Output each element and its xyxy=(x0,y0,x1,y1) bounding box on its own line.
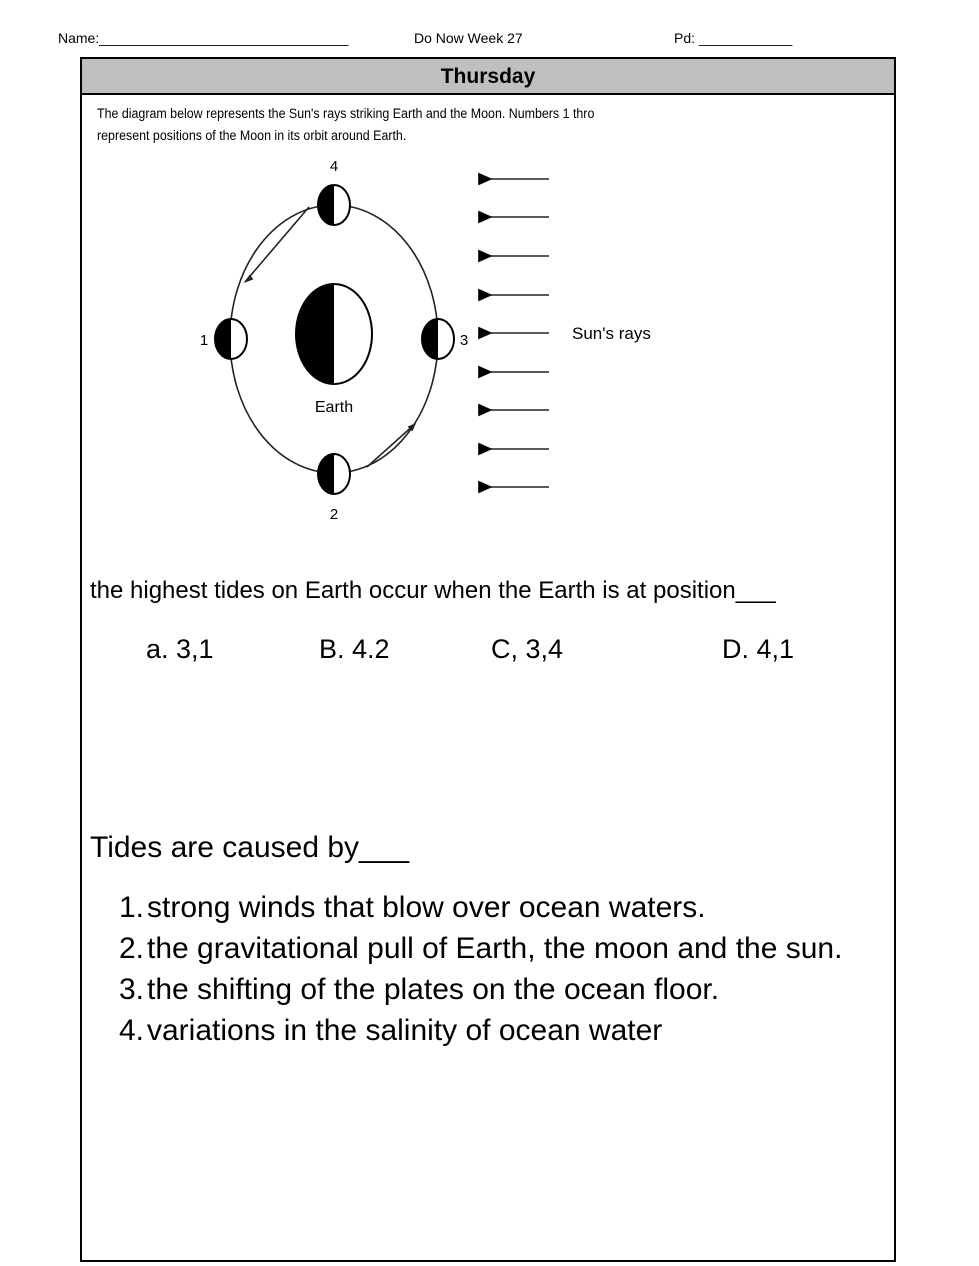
question-1-choice-c[interactable]: C, 3,4 xyxy=(491,634,564,664)
question-1-choice-a[interactable]: a. 3,1 xyxy=(146,634,214,664)
question-1-choice-b[interactable]: B. 4.2 xyxy=(319,634,390,664)
diagram-intro xyxy=(97,103,635,147)
question-2-text: Tides are caused by___ xyxy=(90,831,410,864)
option-text: strong winds that blow over ocean waters. xyxy=(147,891,706,924)
position-label-4: 4 xyxy=(329,158,339,175)
option-text: the shifting of the plates on the ocean floor. xyxy=(147,973,720,1006)
question-1-choice-d[interactable]: D. 4,1 xyxy=(722,634,795,664)
diagram-intro-line-1: The diagram below represents the Sun's rays striking Earth and the Moon. Numbers 1 thro xyxy=(97,106,595,121)
option-number: 2. xyxy=(119,932,145,965)
sun-rays-arrows xyxy=(491,179,549,487)
position-label-2: 2 xyxy=(329,506,339,523)
diagram-intro-line-2: represent positions of the Moon in its orbit around Earth. xyxy=(97,128,407,143)
option-text: variations in the salinity of ocean water xyxy=(147,1014,663,1047)
earth-label: Earth xyxy=(314,399,354,416)
moon-position-2-icon xyxy=(318,454,350,494)
worksheet-frame xyxy=(80,57,896,1262)
option-number: 1. xyxy=(119,891,145,924)
moon-position-1-icon xyxy=(215,319,247,359)
option-number: 4. xyxy=(119,1014,145,1047)
earth-icon xyxy=(296,284,372,384)
position-label-1: 1 xyxy=(199,332,209,349)
moon-position-4-icon xyxy=(318,185,350,225)
question-2-option-4[interactable] xyxy=(119,1014,662,1048)
worksheet-title: Do Now Week 27 xyxy=(414,30,523,46)
name-field: Name:________________________________ xyxy=(58,30,349,46)
position-label-3: 3 xyxy=(459,332,469,349)
sun-rays-label: Sun's rays xyxy=(572,324,651,343)
question-1-text: the highest tides on Earth occur when the Earth is at position___ xyxy=(90,577,776,604)
orbit-arrowhead-top xyxy=(245,275,253,282)
orbit-arrow-top xyxy=(245,207,309,282)
option-number: 3. xyxy=(119,973,145,1006)
period-field: Pd: ____________ xyxy=(674,30,793,46)
day-heading: Thursday xyxy=(82,59,894,95)
question-2-option-2[interactable] xyxy=(119,932,842,966)
question-2-option-3[interactable] xyxy=(119,973,719,1007)
question-2-option-1[interactable] xyxy=(119,891,706,925)
moon-position-3-icon xyxy=(422,319,454,359)
orbit-arrow-bottom xyxy=(367,424,415,467)
option-text: the gravitational pull of Earth, the moon and the sun. xyxy=(147,932,843,965)
moon-phase-diagram xyxy=(167,154,667,534)
